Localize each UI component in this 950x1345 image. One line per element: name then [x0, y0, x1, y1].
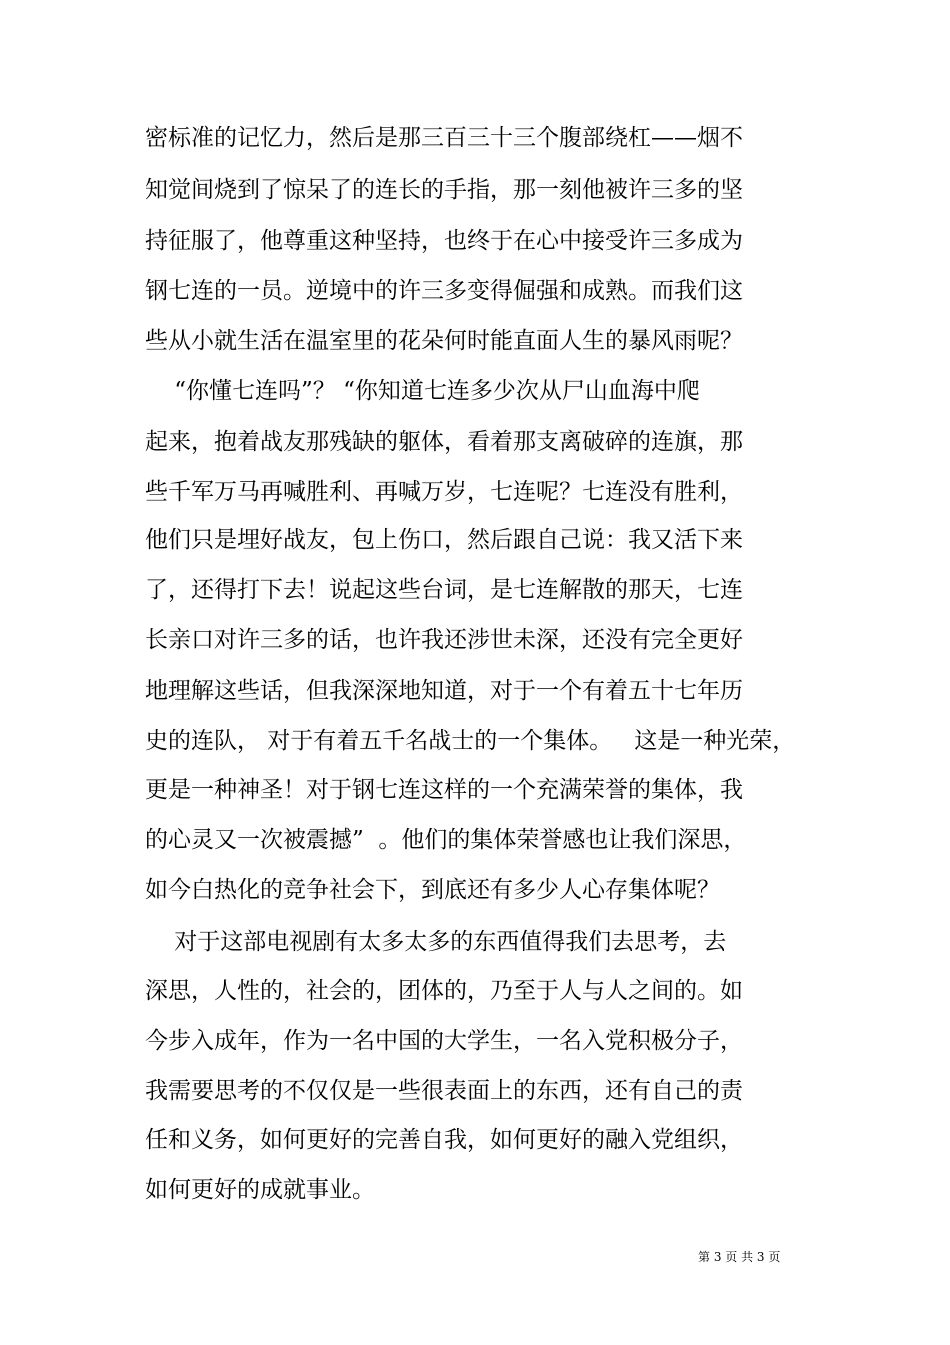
paragraph-line: 密标准的记忆力，然后是那三百三十三个腹部绕杠——烟不: [145, 125, 743, 151]
paragraph-line: 长亲口对许三多的话，也许我还涉世未深，还没有完全更好: [145, 627, 743, 653]
page-number-footer: 第 3 页 共 3 页: [698, 1250, 781, 1264]
paragraph-line: 了，还得打下去！说起这些台词，是七连解散的那天，七连: [145, 577, 743, 603]
paragraph-line: 起来，抱着战友那残缺的躯体，看着那支离破碎的连旗，那: [145, 429, 743, 455]
paragraph-line: 地理解这些话，但我深深地知道，对于一个有着五十七年历: [145, 678, 743, 704]
paragraph-line: 任和义务，如何更好的完善自我，如何更好的融入党组织，: [145, 1127, 743, 1153]
paragraph-line: 更是一种神圣！对于钢七连这样的一个充满荣誉的集体，我: [145, 777, 743, 803]
paragraph-line: 持征服了，他尊重这种坚持，也终于在心中接受许三多成为: [145, 228, 743, 254]
paragraph-line: “你懂七连吗”？ “你知道七连多少次从尸山血海中爬: [145, 378, 700, 404]
paragraph-line: 他们只是埋好战友，包上伤口，然后跟自己说：我又活下来: [145, 527, 743, 553]
paragraph-line: 我需要思考的不仅仅是一些很表面上的东西，还有自己的责: [145, 1078, 743, 1104]
paragraph-line: 对于这部电视剧有太多太多的东西值得我们去思考，去: [145, 929, 727, 955]
paragraph-line: 今步入成年，作为一名中国的大学生，一名入党积极分子，: [145, 1028, 743, 1054]
paragraph-line: 如今白热化的竞争社会下，到底还有多少人心存集体呢？: [145, 877, 720, 903]
paragraph-line: 知觉间烧到了惊呆了的连长的手指，那一刻他被许三多的坚: [145, 177, 743, 203]
paragraph-line: 钢七连的一员。逆境中的许三多变得倔强和成熟。而我们这: [145, 278, 743, 304]
paragraph-line: 深思，人性的，社会的，团体的，乃至于人与人之间的。如: [145, 978, 743, 1004]
paragraph-line: 如何更好的成就事业。: [145, 1177, 375, 1203]
paragraph-line: 些千军万马再喊胜利、再喊万岁，七连呢？七连没有胜利，: [145, 479, 743, 505]
paragraph-line: 的心灵又一次被震撼” 。他们的集体荣誉感也让我们深思，: [145, 827, 747, 853]
paragraph-line: 些从小就生活在温室里的花朵何时能直面人生的暴风雨呢？: [145, 328, 743, 354]
paragraph-line: 史的连队， 对于有着五千名战士的一个集体。 这是一种光荣，: [145, 728, 796, 754]
